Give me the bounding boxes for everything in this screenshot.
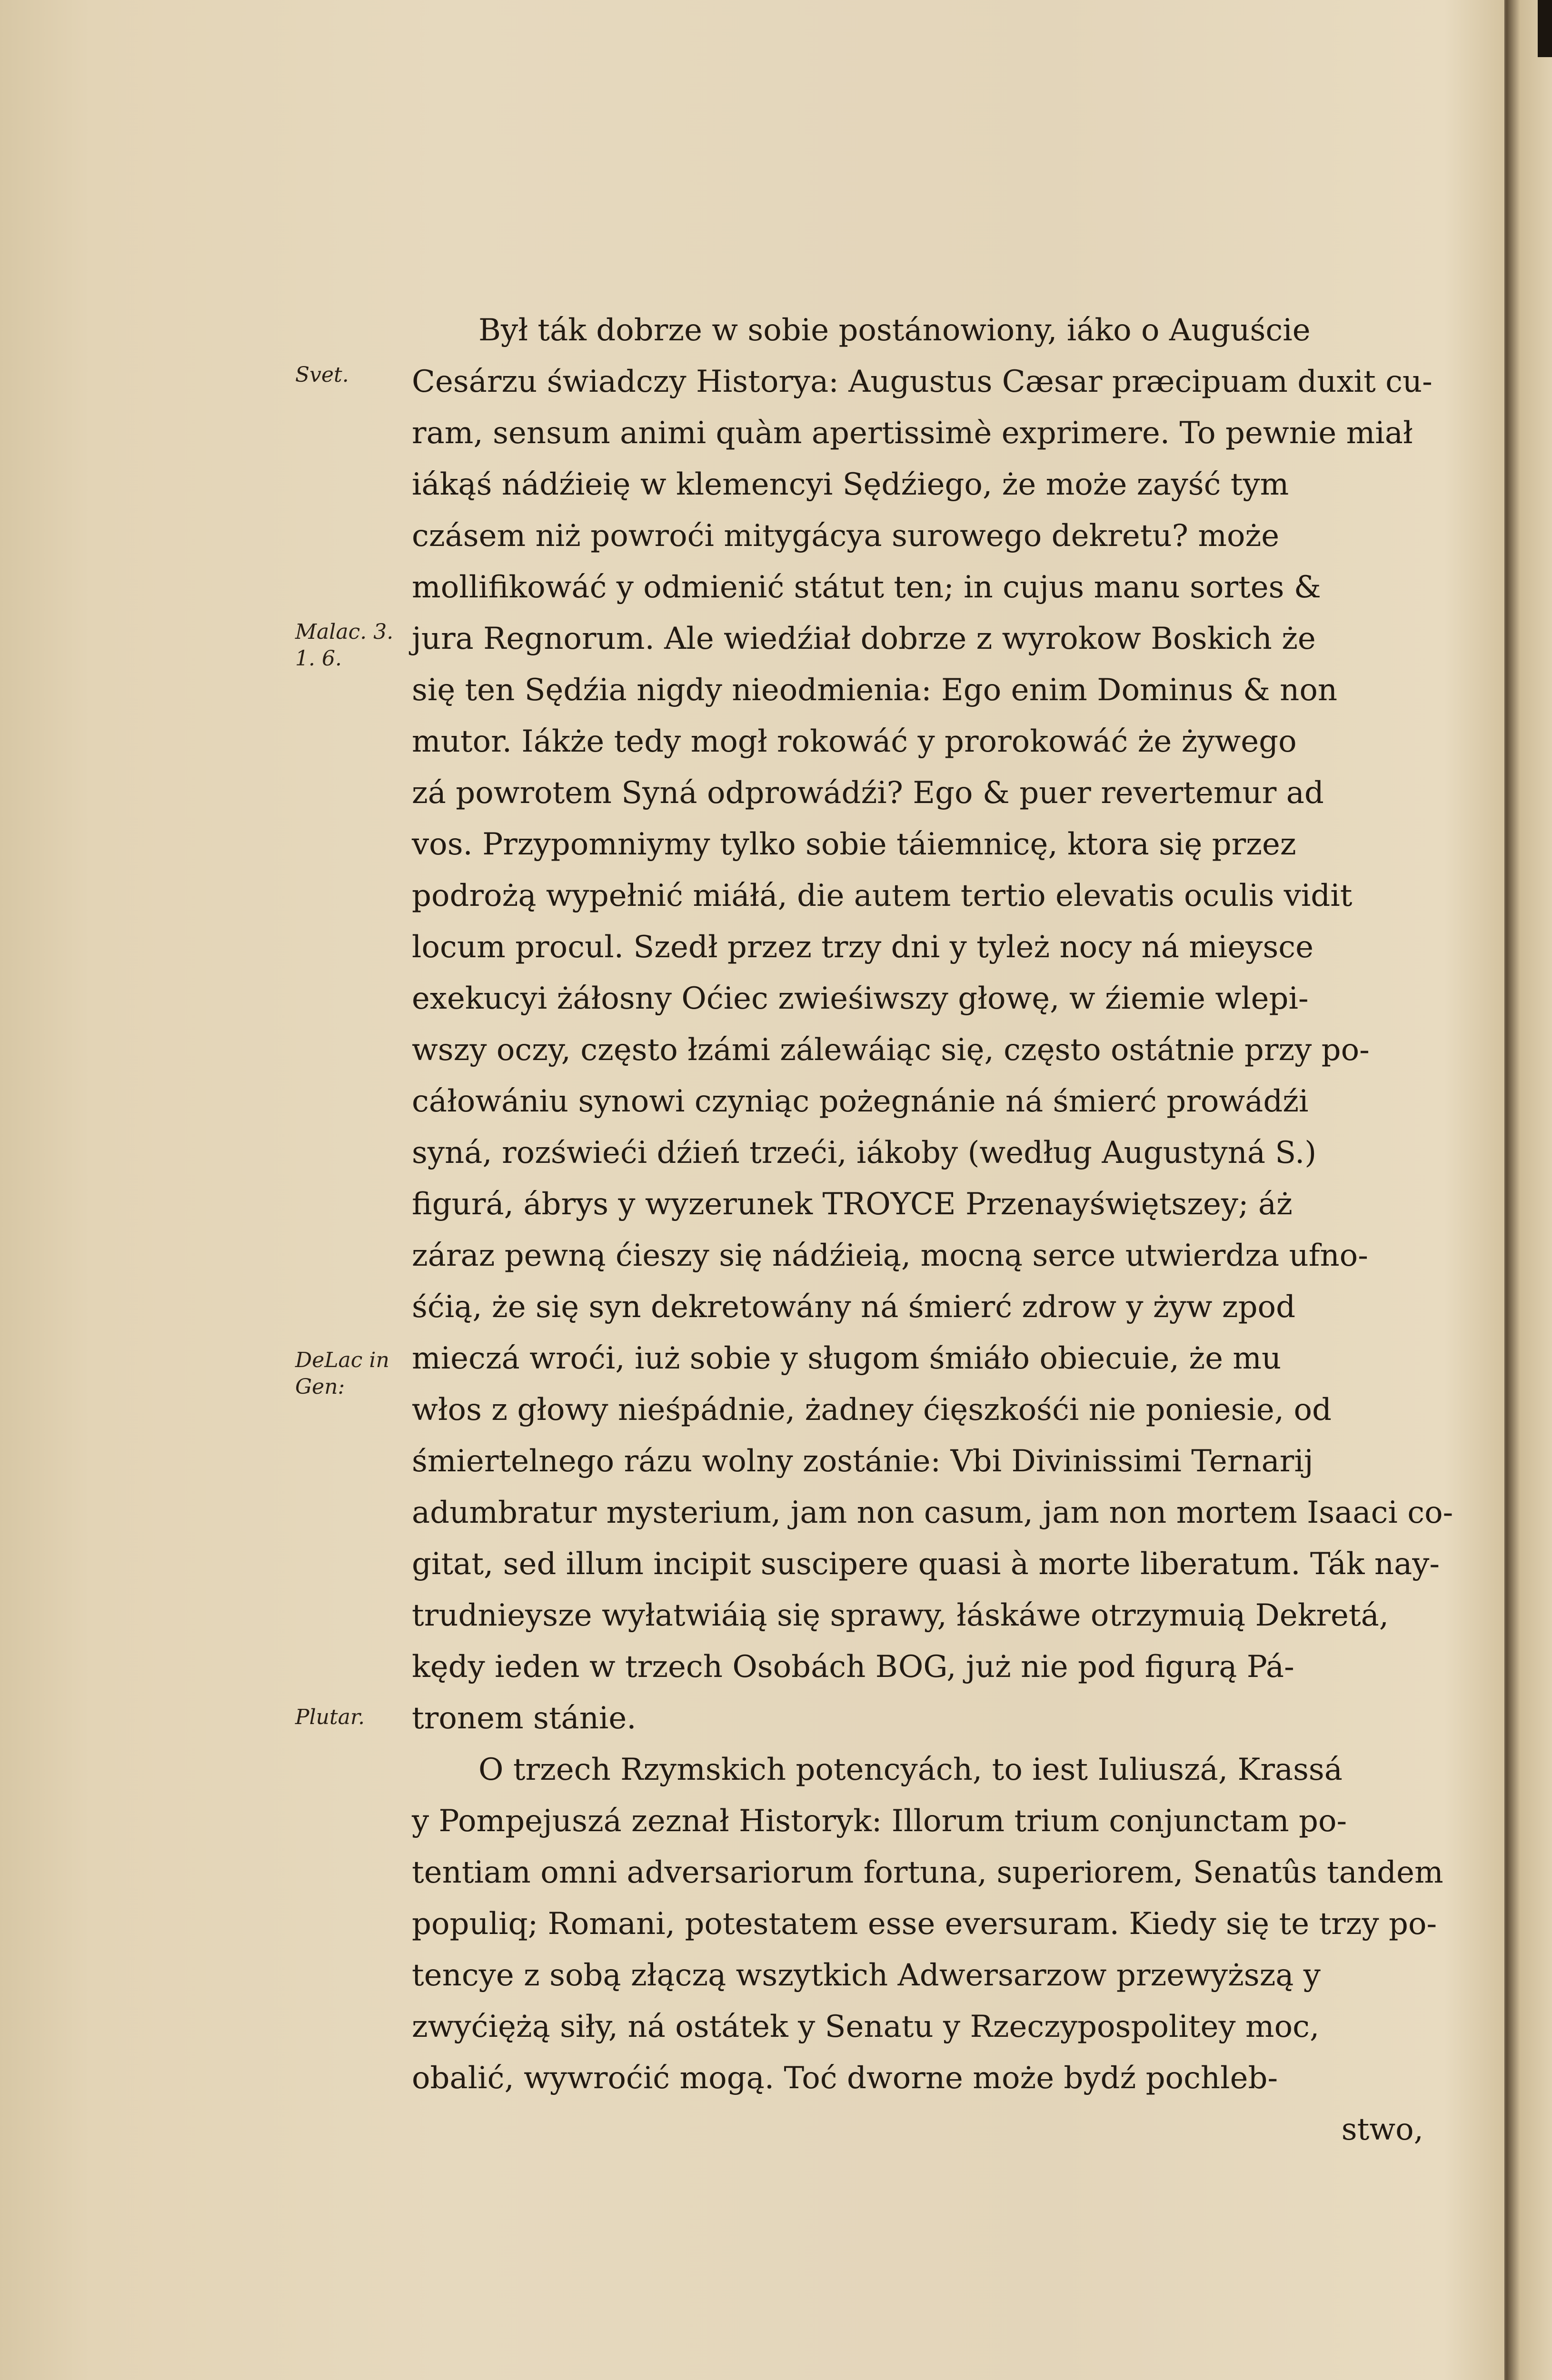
text-line: tentiam omni adversariorum fortuna, superiorem, Senatûs tandem [412,1855,1443,1890]
text-line: O trzech Rzymskich potencyách, to iest Iuliuszá, Krassá [478,1752,1343,1787]
text-line: czásem niż powroći mitygácya surowego dekretu? może [412,518,1280,554]
text-line: śćią, że się syn dekretowány ná śmierć zdrow y żyw zpod [412,1289,1296,1325]
text-line: y Pompejuszá zeznał Historyk: Illorum trium conjunctam po- [412,1804,1347,1839]
text-line: mollifikowáć y odmienić státut ten; in cujus manu sortes & [412,570,1321,605]
text-line: się ten Sędźia nigdy nieodmienia: Ego enim Dominus & non [412,673,1338,708]
marginal-note-svet: Svet. [295,363,349,387]
text-line: włos z głowy nieśpádnie, żadney ćięszkośći nie poniesie, od [412,1392,1332,1428]
text-line: Cesárzu świadczy Historya: Augustus Cæsar præcipuam duxit cu- [412,364,1433,399]
catchword: stwo, [1341,2112,1423,2147]
text-line: populiq; Romani, potestatem esse eversuram. Kiedy się te trzy po- [412,1906,1437,1942]
text-line: exekucyi żáłosny Oćiec zwieśiwszy głowę, w źiemie wlepi- [412,981,1309,1016]
body-text [412,305,1453,2155]
text-line: vos. Przypomniymy tylko sobie táiemnicę, ktora się przez [412,827,1296,862]
text-line: figurá, ábrys y wyzerunek TROYCE Przenayświętszey; áż [412,1187,1293,1222]
text-line: locum procul. Szedł przez trzy dni y tyleż nocy ná mieysce [412,930,1313,965]
marginal-note-malac: Malac. 3. 1. 6. [295,620,394,671]
binding-shadow [1538,0,1552,57]
text-line: kędy ieden w trzech Osobách BOG, już nie pod figurą Pá- [412,1649,1294,1685]
text-line: tencye z sobą złączą wszytkich Adwersarzow przewyższą y [412,1958,1321,1993]
marginal-note-plutar: Plutar. [295,1705,365,1729]
text-line: iákąś nádźieię w klemencyi Sędźiego, że może zayść tym [412,467,1289,502]
text-line: śmiertelnego rázu wolny zostánie: Vbi Divinissimi Ternarij [412,1444,1313,1479]
text-line: zá powrotem Syná odprowádźi? Ego & puer revertemur ad [412,775,1324,811]
text-line: jura Regnorum. Ale wiedźiał dobrze z wyrokow Boskich że [412,621,1316,656]
text-line: adumbratur mysterium, jam non casum, jam non mortem Isaaci co- [412,1495,1453,1530]
text-line: zwyćiężą siły, ná ostátek y Senatu y Rzeczypospolitey moc, [412,2009,1320,2044]
text-line: záraz pewną ćieszy się nádźieią, mocną serce utwierdza ufno- [412,1238,1368,1273]
text-line: mieczá wroći, iuż sobie y sługom śmiáło obiecuie, że mu [412,1341,1282,1376]
text-line: tronem stánie. [412,1701,637,1736]
text-line: podrożą wypełnić miáłá, die autem tertio elevatis oculis vidit [412,878,1353,913]
text-line: trudnieysze wyłatwiáią się sprawy, łáskáwe otrzymuią Dekretá, [412,1598,1389,1633]
text-line: syná, rozświeći dźień trzeći, iákoby (według Augustyná S.) [412,1135,1317,1170]
text-line: cáłowániu synowi czyniąc pożegnánie ná śmierć prowádźi [412,1084,1309,1119]
text-line: ram, sensum animi quàm apertissimè exprimere. To pewnie miał [412,416,1413,451]
text-line: mutor. Iákże tedy mogł rokowáć y prorokowáć że żywego [412,724,1297,759]
text-line: obalić, wywroćić mogą. Toć dworne może bydź pochleb- [412,2061,1278,2096]
marginal-note-delac: DeLac in Gen: [295,1348,389,1399]
text-line: wszy oczy, często łzámi zálewáiąc się, często ostátnie przy po- [412,1032,1370,1068]
text-line: gitat, sed illum incipit suscipere quasi à morte liberatum. Ták nay- [412,1547,1440,1582]
text-line: Był ták dobrze w sobie postánowiony, iáko o Auguście [478,313,1311,348]
adjacent-leaf-edge [1506,0,1552,2380]
